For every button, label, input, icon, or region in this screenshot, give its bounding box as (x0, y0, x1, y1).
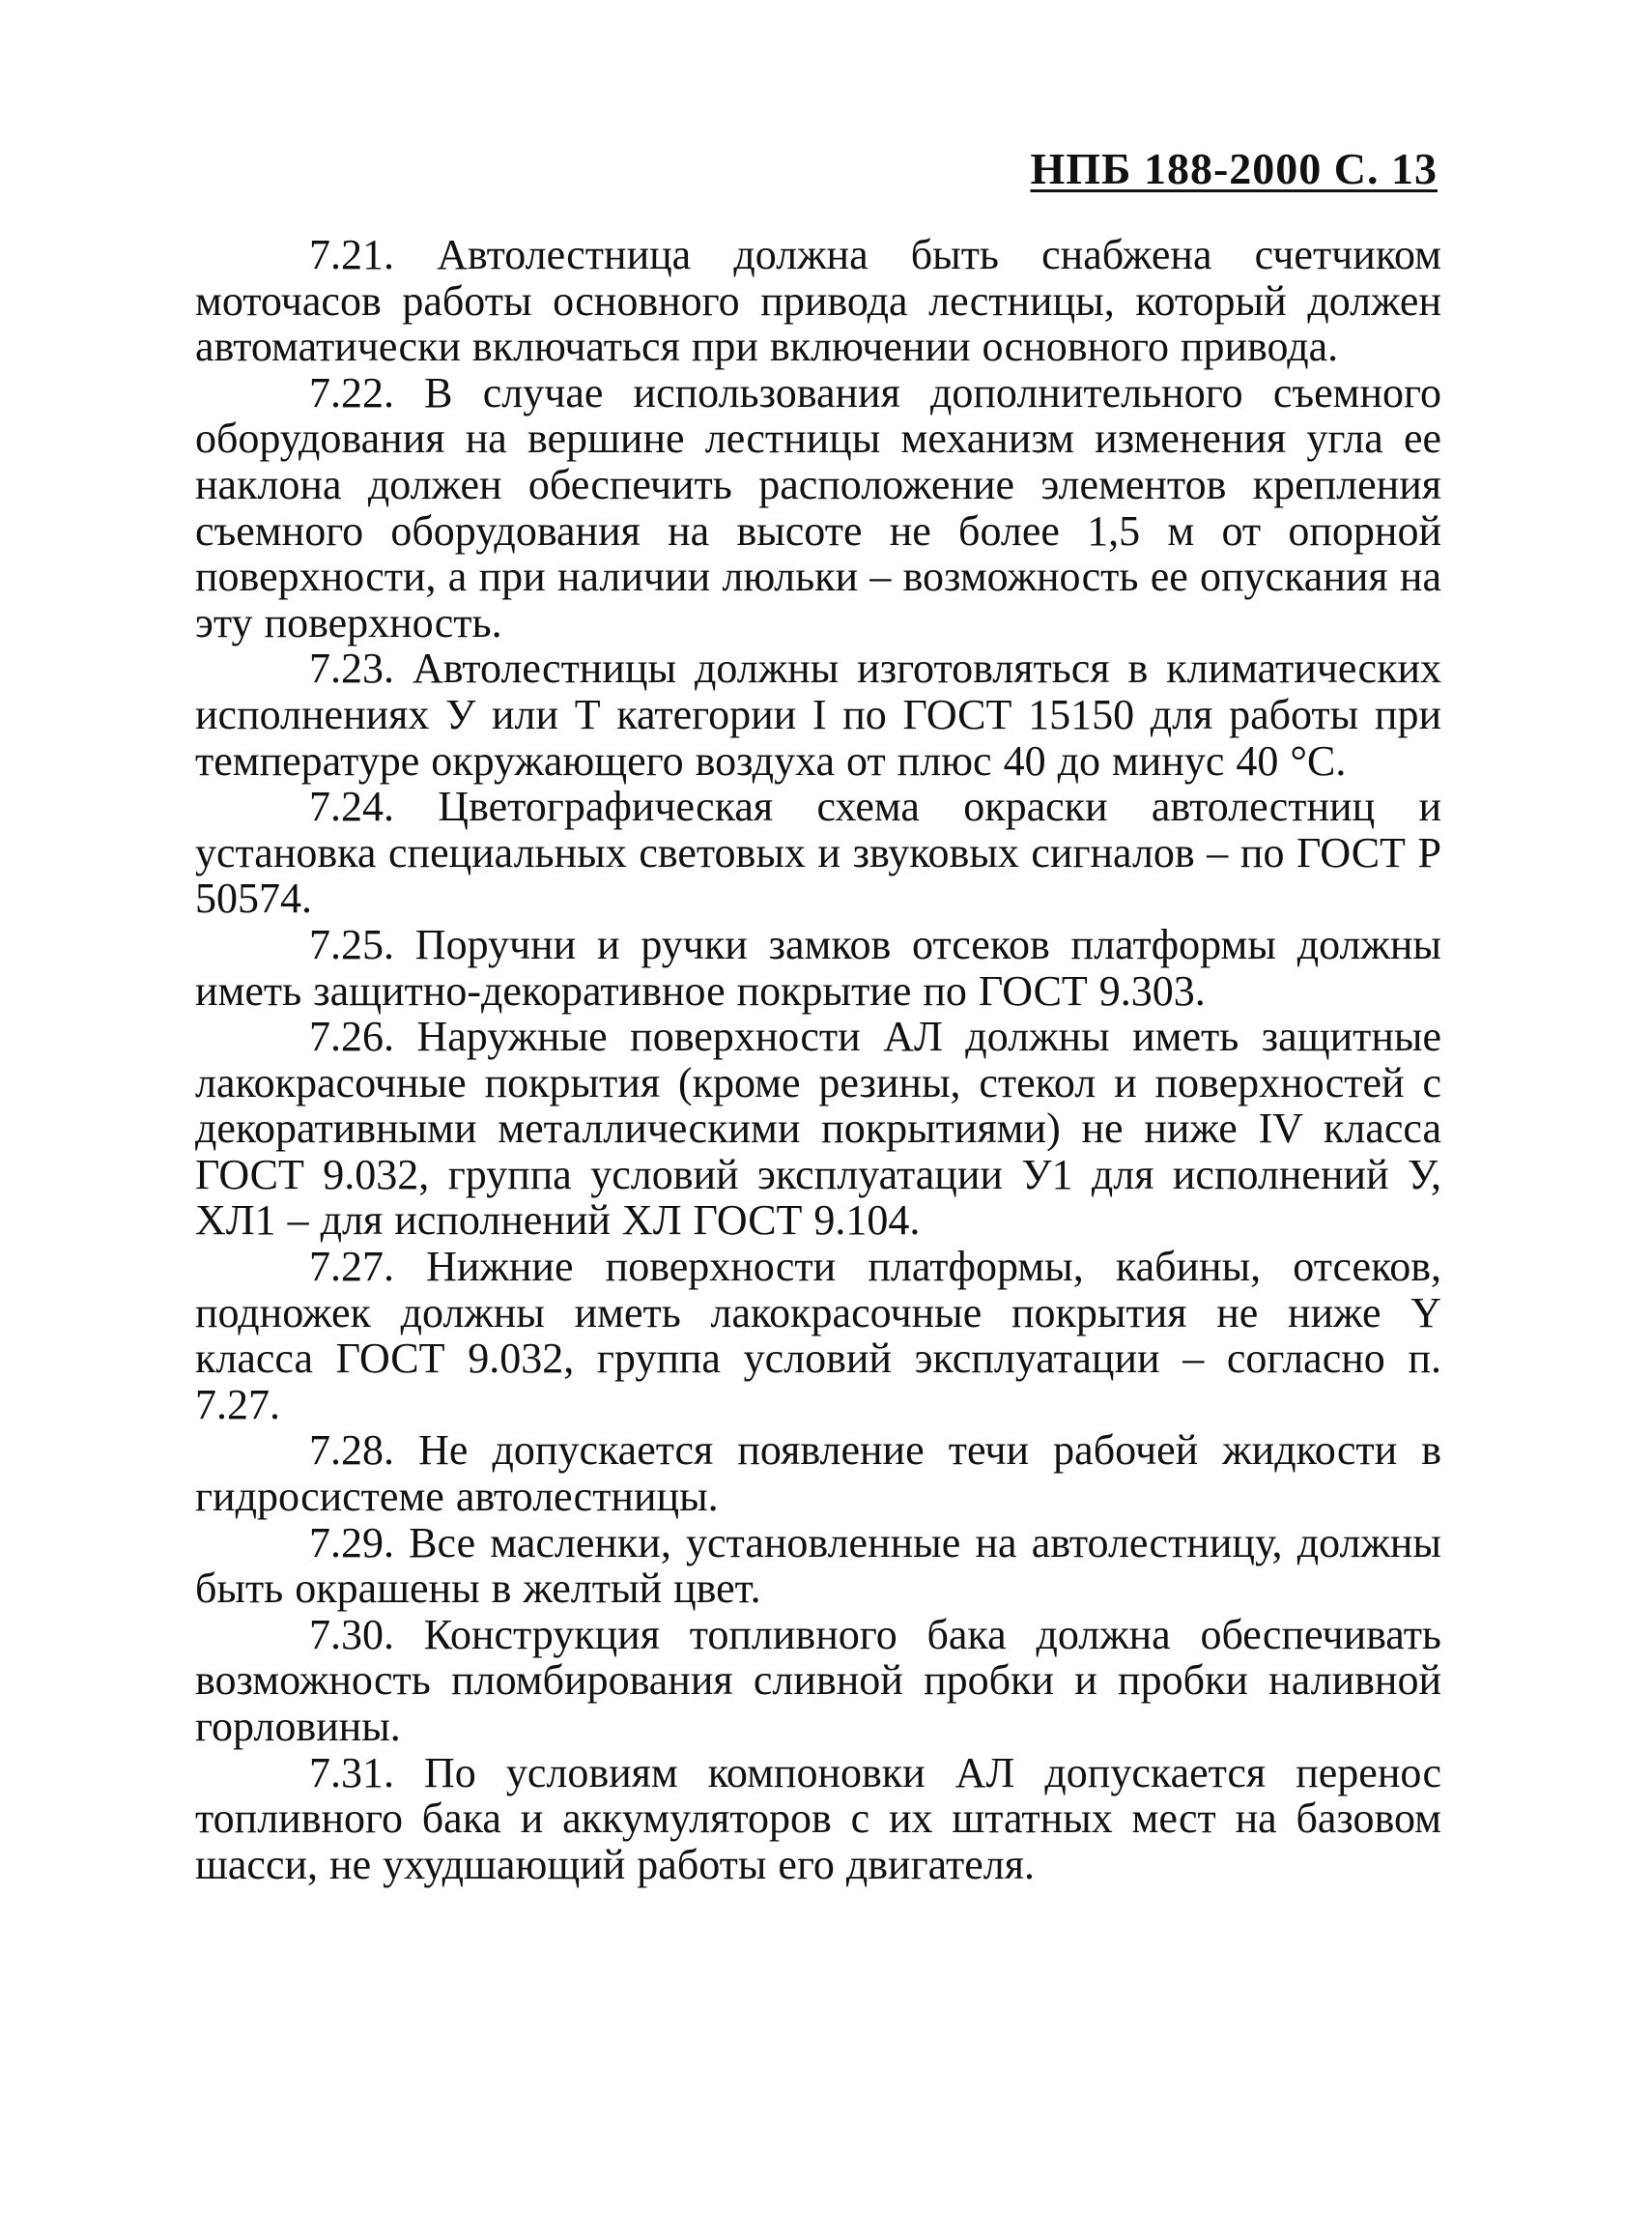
paragraph-7-21: 7.21. Автолестница должна быть снабжена счетчиком моточасов работы основного привода лестницы, который должен автоматически включаться при включении основного привода. (195, 231, 1441, 371)
paragraph-7-25: 7.25. Поручни и ручки замков отсеков платформы должны иметь защитно-декоративное покрытие по ГОСТ 9.303. (195, 920, 1441, 1015)
page-header: НПБ 188-2000 С. 13 (1030, 144, 1438, 193)
paragraph-7-26: 7.26. Наружные поверхности АЛ должны иметь защитные лакокрасочные покрытия (кроме резины, стекол и поверхностей с декоративными металлическими покрытиями) не ниже IV класса ГОСТ 9.032, группа условий эксплуатации У1 для исполнений У, ХЛ1 – для исполнений ХЛ ГОСТ 9.104. (195, 1013, 1441, 1245)
paragraph-7-28: 7.28. Не допускается появление течи рабочей жидкости в гидросистеме автолестницы. (195, 1426, 1441, 1521)
paragraph-7-24: 7.24. Цветографическая схема окраски автолестниц и установка специальных световых и звуковых сигналов – по ГОСТ Р 50574. (195, 783, 1441, 923)
paragraph-7-23: 7.23. Автолестницы должны изготовляться в климатических исполнениях У или Т категории I по ГОСТ 15150 для работы при температуре окружающего воздуха от плюс 40 до минус 40 °С. (195, 645, 1441, 785)
paragraph-7-29: 7.29. Все масленки, установленные на автолестницу, должны быть окрашены в желтый цвет. (195, 1518, 1441, 1613)
paragraph-7-31: 7.31. По условиям компоновки АЛ допускается перенос топливного бака и аккумуляторов с их штатных мест на базовом шасси, не ухудшающий работы его двигателя. (195, 1748, 1441, 1888)
paragraph-7-30: 7.30. Конструкция топливного бака должна обеспечивать возможность пломбирования сливной пробки и пробки наливной горловины. (195, 1610, 1441, 1750)
paragraph-7-27: 7.27. Нижние поверхности платформы, кабины, отсеков, подножек должны иметь лакокрасочные покрытия не ниже Y класса ГОСТ 9.032, группа условий эксплуатации – согласно п. 7.27. (195, 1243, 1441, 1428)
paragraph-7-22: 7.22. В случае использования дополнительного съемного оборудования на вершине лестницы механизм изменения угла ее наклона должен обеспечить расположение элементов крепления съемного оборудования на высоте не более 1,5 м от опорной поверхности, а при наличии люльки – возможность ее опускания на эту поверхность. (195, 368, 1441, 646)
document-body (195, 232, 1441, 1887)
